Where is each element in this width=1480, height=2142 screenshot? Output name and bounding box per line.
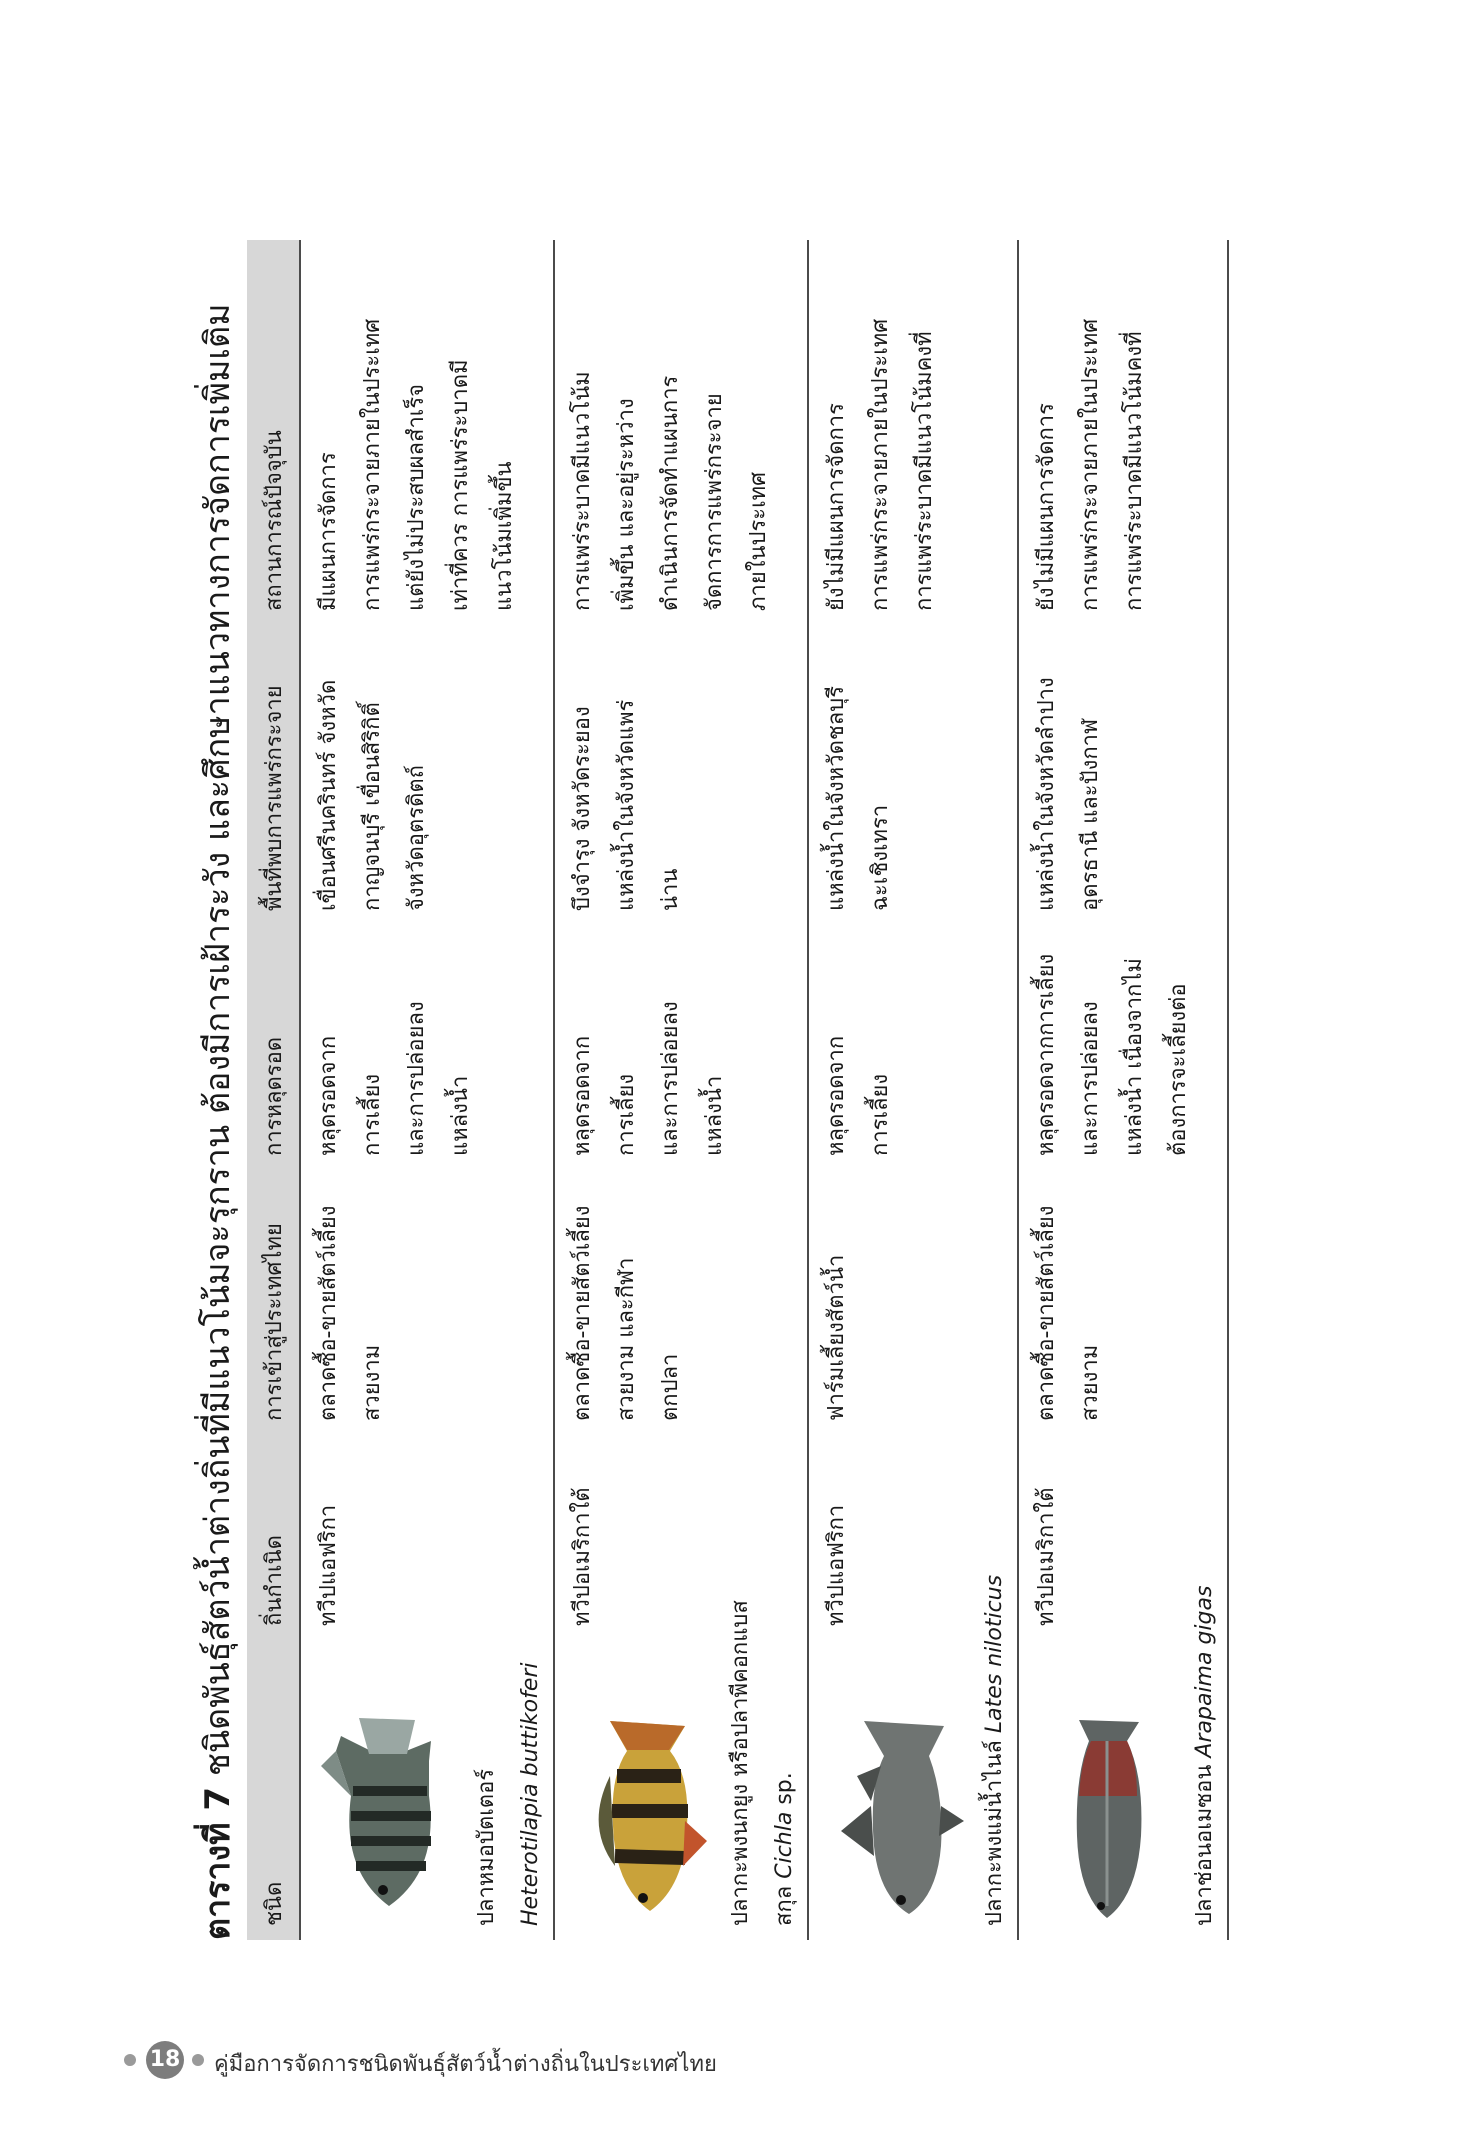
species-cell bbox=[300, 1640, 554, 1940]
status-cell: ยังไม่มีแผนการจัดการ การแพร่กระจายภายในประเทศ การแพร่ระบาดมีแนวโน้มคงที่ bbox=[808, 240, 1018, 625]
caption-label: ตารางที่ 7 bbox=[198, 1786, 238, 1940]
table-row bbox=[300, 240, 554, 1940]
status-cell: ยังไม่มีแผนการจัดการ การแพร่กระจายภายในประเทศ การแพร่ระบาดมีแนวโน้มคงที่ bbox=[1018, 240, 1228, 625]
status-cell: มีแผนการจัดการ การแพร่กระจายภายในประเทศ แต่ยังไม่ประสบผลสำเร็จ เท่าที่ควร การแพร่ระบาดมี แนวโน้มเพิ่มขึ้น bbox=[300, 240, 554, 625]
species-thai-name: ปลากะพงแม่น้ำไนล์ Lates niloticus bbox=[982, 1574, 1007, 1926]
header-status: สถานการณ์ปัจจุบัน bbox=[247, 240, 300, 625]
table-row bbox=[1018, 240, 1228, 1940]
species-scientific-name: สกุล Cichla sp. bbox=[772, 1772, 797, 1926]
origin-cell: ทวีปแอฟริกา bbox=[300, 1435, 554, 1640]
origin-cell: ทวีปอเมริกาใต้ bbox=[1018, 1435, 1228, 1640]
origin-cell: ทวีปอเมริกาใต้ bbox=[554, 1435, 808, 1640]
species-scientific-name: Heterotilapia buttikoferi bbox=[518, 1662, 543, 1926]
header-area: พื้นที่พบการแพร่กระจาย bbox=[247, 625, 300, 925]
fish-photo-cichla bbox=[565, 1716, 715, 1926]
entry-cell: ฟาร์มเลี้ยงสัตว์น้ำ bbox=[808, 1170, 1018, 1435]
footer-dot-right bbox=[192, 2054, 204, 2066]
species-cell bbox=[554, 1600, 808, 1940]
origin-cell: ทวีปแอฟริกา bbox=[808, 1435, 1018, 1640]
species-thai-name: ปลาหมอบัตเตอร์ bbox=[474, 1768, 499, 1926]
area-cell: เขื่อนศรีนครินทร์ จังหวัด กาญจนบุรี เขื่อนสิริกิติ์ จังหวัดอุตรดิตถ์ bbox=[300, 625, 554, 925]
caption-text: ชนิดพันธุ์สัตว์น้ำต่างถิ่นที่มีแนวโน้มจะรุกราน ต้องมีการเฝ้าระวัง และศึกษาแนวทางการจัดการเพิ่มเติม bbox=[198, 303, 238, 1787]
species-cell bbox=[808, 1574, 1018, 1940]
header-species: ชนิด bbox=[247, 1640, 300, 1940]
species-thai-name: ปลาช่อนอเมซอน Arapaima gigas bbox=[1192, 1585, 1217, 1926]
area-cell: บึงจำรุง จังหวัดระยอง แหล่งน้ำในจังหวัดแพร่ น่าน bbox=[554, 625, 808, 925]
entry-cell: ตลาดซื้อ-ขายสัตว์เลี้ยง สวยงาม และกีฬา ตกปลา bbox=[554, 1170, 808, 1435]
escape-cell: หลุดรอดจากการเลี้ยง และการปล่อยลง แหล่งน้ำ เนื่องจากไม่ ต้องการจะเลี้ยงต่อ bbox=[1018, 925, 1228, 1170]
table-row bbox=[554, 240, 808, 1940]
table-caption bbox=[195, 303, 241, 1940]
status-cell: การแพร่ระบาดมีแนวโน้ม เพิ่มขึ้น และอยู่ระหว่าง ดำเนินการจัดทำแผนการ จัดการการแพร่กระจาย ภายในประเทศ bbox=[554, 240, 808, 625]
table-header-row bbox=[247, 240, 300, 1940]
fish-photo-lates bbox=[819, 1716, 969, 1926]
fish-photo-arapaima bbox=[1029, 1716, 1179, 1926]
page-footer bbox=[0, 2040, 1480, 2080]
header-entry: การเข้าสู่ประเทศไทย bbox=[247, 1170, 300, 1435]
header-escape: การหลุดรอด bbox=[247, 925, 300, 1170]
species-thai-name: ปลากะพงนกยูง หรือปลาพีคอกแบส bbox=[728, 1600, 753, 1926]
book-title: คู่มือการจัดการชนิดพันธุ์สัตว์น้ำต่างถิ่นในประเทศไทย bbox=[214, 2052, 717, 2077]
escape-cell: หลุดรอดจาก การเลี้ยง และการปล่อยลง แหล่งน้ำ bbox=[554, 925, 808, 1170]
species-table bbox=[247, 240, 1229, 1940]
table-row bbox=[808, 240, 1018, 1940]
escape-cell: หลุดรอดจาก การเลี้ยง bbox=[808, 925, 1018, 1170]
rotated-page-content bbox=[195, 200, 1217, 1960]
area-cell: แหล่งน้ำในจังหวัดชลบุรี ฉะเชิงเทรา bbox=[808, 625, 1018, 925]
species-cell bbox=[1018, 1585, 1228, 1940]
fish-photo-buttikoferi bbox=[311, 1716, 461, 1926]
entry-cell: ตลาดซื้อ-ขายสัตว์เลี้ยง สวยงาม bbox=[300, 1170, 554, 1435]
escape-cell: หลุดรอดจาก การเลี้ยง และการปล่อยลง แหล่งน้ำ bbox=[300, 925, 554, 1170]
header-origin: ถิ่นกำเนิด bbox=[247, 1435, 300, 1640]
page-number: 18 bbox=[146, 2041, 184, 2079]
area-cell: แหล่งน้ำในจังหวัดลำปาง อุดรธานี และปังกาฬ bbox=[1018, 625, 1228, 925]
footer-dot-left bbox=[124, 2054, 136, 2066]
entry-cell: ตลาดซื้อ-ขายสัตว์เลี้ยง สวยงาม bbox=[1018, 1170, 1228, 1435]
